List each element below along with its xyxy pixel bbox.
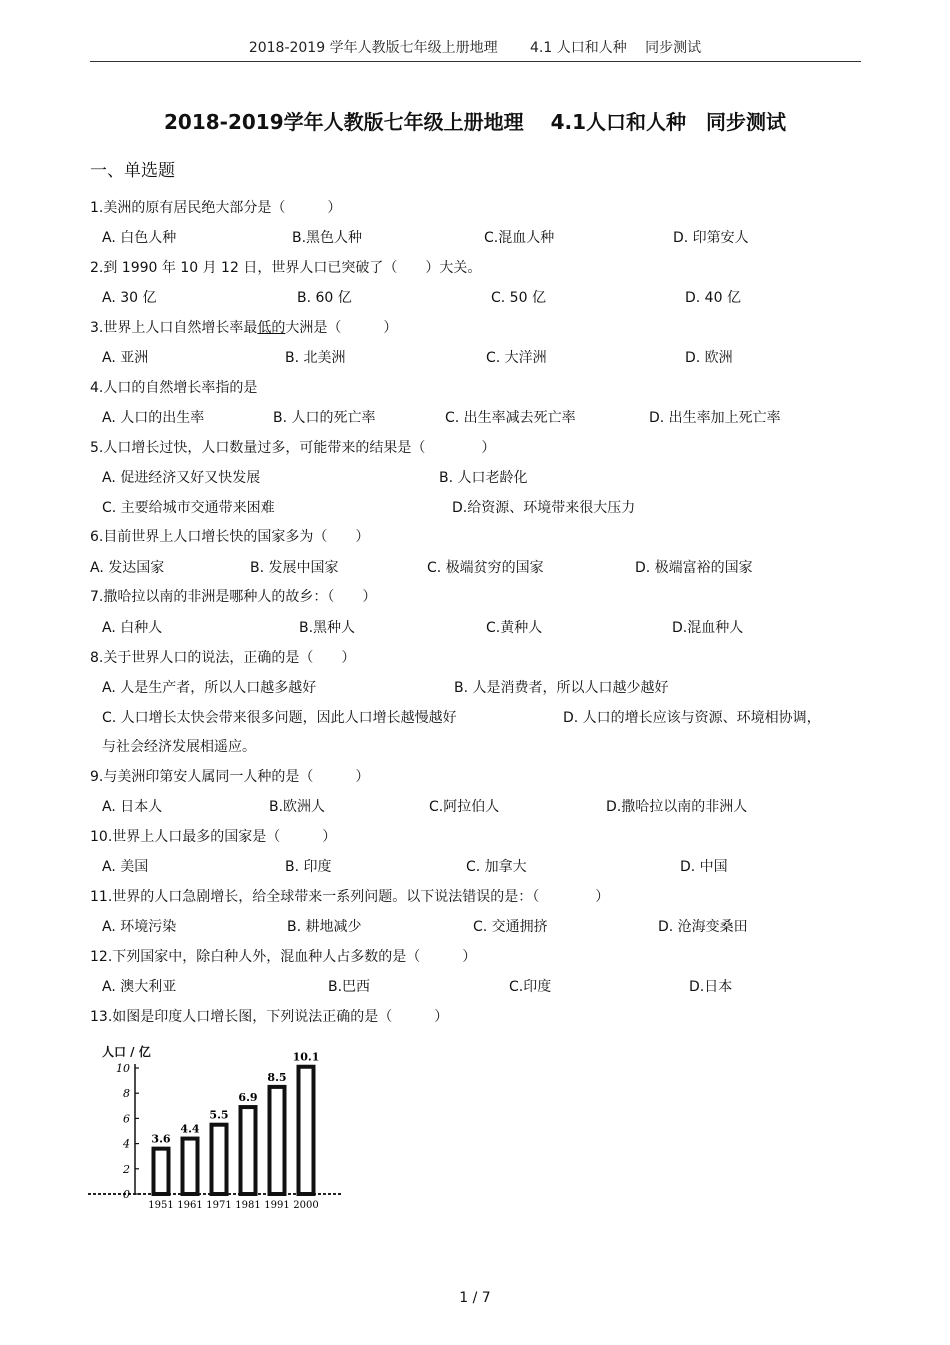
q9-option-b: B.欧洲人 [269, 799, 326, 815]
running-header: 2018-2019 学年人教版七年级上册地理 4.1 人口和人种 同步测试 [248, 40, 702, 56]
q4-option-c: C. 出生率减去死亡率 [445, 410, 576, 426]
chart-x-ticks [148, 1200, 318, 1211]
question-1: 1.美洲的原有居民绝大部分是（ ） [90, 200, 342, 216]
q3-text-underlined: 低的 [257, 320, 286, 336]
q12-option-b: B.巴西 [328, 979, 371, 995]
q8-option-a: A. 人是生产者，所以人口越多越好 [102, 680, 317, 696]
q2-option-b: B. 60 亿 [297, 290, 352, 306]
chart-y-tick-label: 10 [116, 1062, 130, 1075]
question-4: 4.人口的自然增长率指的是 [90, 380, 258, 396]
chart-bar-1961 [183, 1139, 198, 1194]
q1-option-d: D. 印第安人 [673, 230, 749, 246]
q8-option-b: B. 人是消费者，所以人口越少越好 [454, 680, 669, 696]
q3-option-a: A. 亚洲 [102, 350, 149, 366]
q12-option-a: A. 澳大利亚 [102, 979, 177, 995]
india-population-chart [88, 1040, 360, 1215]
question-3 [90, 319, 397, 337]
document-title: 2018-2019学年人教版七年级上册地理 4.1人口和人种 同步测试 [163, 110, 787, 134]
question-6: 6.目前世界上人口增长快的国家多为（ ） [90, 529, 370, 545]
q5-option-b: B. 人口老龄化 [439, 470, 528, 486]
q10-option-d: D. 中国 [680, 859, 728, 875]
q4-option-b: B. 人口的死亡率 [273, 410, 376, 426]
q12-option-c: C.印度 [509, 979, 552, 995]
question-11: 11.世界的人口急剧增长，给全球带来一系列问题。以下说法错误的是：（ ） [90, 889, 610, 905]
chart-value-labels [151, 1051, 319, 1146]
q7-option-a: A. 白种人 [102, 620, 163, 636]
q9-option-d: D.撒哈拉以南的非洲人 [606, 799, 748, 815]
question-10: 10.世界上人口最多的国家是（ ） [90, 829, 337, 845]
chart-x-tick-label: 1951 [148, 1200, 174, 1211]
question-9: 9.与美洲印第安人属同一人种的是（ ） [90, 769, 370, 785]
chart-value-label: 8.5 [267, 1070, 287, 1084]
q3-text-end: 大洲是（ ） [285, 320, 398, 336]
chart-bar-1991 [270, 1087, 285, 1194]
question-12: 12.下列国家中，除白种人外，混血种人占多数的是（ ） [90, 949, 477, 965]
q5-option-a: A. 促进经济又好又快发展 [102, 470, 261, 486]
q8-option-c: C. 人口增长太快会带来很多问题，因此人口增长越慢越好 [102, 710, 457, 726]
chart-bar-2000 [299, 1067, 314, 1194]
q4-option-a: A. 人口的出生率 [102, 410, 205, 426]
q3-text-start: 3.世界上人口自然增长率最 [90, 320, 258, 336]
chart-value-label: 10.1 [292, 1050, 320, 1064]
chart-value-label: 5.5 [209, 1108, 229, 1122]
chart-x-tick-label: 1971 [206, 1200, 232, 1211]
q4-option-d: D. 出生率加上死亡率 [649, 410, 781, 426]
q10-option-a: A. 美国 [102, 859, 149, 875]
chart-value-label: 6.9 [238, 1091, 258, 1105]
question-13: 13.如图是印度人口增长图，下列说法正确的是（ ） [90, 1009, 449, 1025]
q3-option-d: D. 欧洲 [685, 350, 733, 366]
chart-value-label: 4.4 [180, 1122, 200, 1136]
q11-option-a: A. 环境污染 [102, 919, 177, 935]
q2-option-d: D. 40 亿 [685, 290, 741, 306]
q11-option-b: B. 耕地减少 [287, 919, 362, 935]
section-heading: 一、单选题 [90, 161, 175, 181]
chart-x-tick-label: 1981 [235, 1200, 261, 1211]
chart-y-axis-label: 人口 / 亿 [102, 1045, 151, 1059]
chart-bar-1981 [241, 1107, 256, 1194]
q3-option-b: B. 北美洲 [285, 350, 346, 366]
q1-option-a: A. 白色人种 [102, 230, 177, 246]
q1-option-b: B.黑色人种 [292, 230, 363, 246]
chart-bar-1971 [212, 1125, 227, 1194]
q10-option-b: B. 印度 [285, 859, 332, 875]
chart-bar-1951 [154, 1149, 169, 1194]
q11-option-c: C. 交通拥挤 [473, 919, 548, 935]
q8-option-d-continuation: 与社会经济发展相遥应。 [102, 739, 256, 755]
q6-option-b: B. 发展中国家 [250, 560, 339, 576]
chart-value-label: 3.6 [151, 1132, 171, 1146]
q7-option-b: B.黑种人 [299, 620, 356, 636]
question-5: 5.人口增长过快，人口数量过多，可能带来的结果是（ ） [90, 440, 496, 456]
q9-option-c: C.阿拉伯人 [429, 799, 500, 815]
q1-option-c: C.混血人种 [484, 230, 555, 246]
chart-y-tick-label: 0 [123, 1188, 130, 1201]
q10-option-c: C. 加拿大 [466, 859, 527, 875]
q12-option-d: D.日本 [689, 979, 733, 995]
q7-option-d: D.混血种人 [672, 620, 744, 636]
q3-option-c: C. 大洋洲 [486, 350, 547, 366]
chart-x-tick-label: 1961 [177, 1200, 203, 1211]
q6-option-c: C. 极端贫穷的国家 [427, 560, 544, 576]
q2-option-c: C. 50 亿 [491, 290, 546, 306]
question-2: 2.到 1990 年 10 月 12 日，世界人口已突破了（ ）大关。 [90, 260, 482, 276]
q6-option-a: A. 发达国家 [90, 560, 165, 576]
page-number: 1 / 7 [459, 1290, 491, 1306]
question-8: 8.关于世界人口的说法，正确的是（ ） [90, 650, 356, 666]
chart-y-tick-label: 8 [123, 1087, 130, 1101]
chart-y-tick-label: 6 [123, 1112, 130, 1126]
q11-option-d: D. 沧海变桑田 [658, 919, 748, 935]
q9-option-a: A. 日本人 [102, 799, 163, 815]
q7-option-c: C.黄种人 [486, 620, 543, 636]
question-7: 7.撒哈拉以南的非洲是哪种人的故乡：（ ） [90, 589, 377, 605]
q2-option-a: A. 30 亿 [102, 290, 157, 306]
q5-option-c: C. 主要给城市交通带来困难 [102, 500, 275, 516]
q5-option-d: D.给资源、环境带来很大压力 [452, 500, 636, 516]
chart-x-tick-label: 2000 [293, 1200, 319, 1211]
chart-y-tick-label: 4 [123, 1137, 130, 1151]
chart-y-tick-label: 2 [123, 1162, 130, 1176]
q6-option-d: D. 极端富裕的国家 [635, 560, 753, 576]
chart-x-tick-label: 1991 [264, 1200, 290, 1211]
header-divider [90, 61, 861, 62]
chart-bars [154, 1067, 314, 1194]
q8-option-d: D. 人口的增长应该与资源、环境相协调， [563, 710, 821, 726]
